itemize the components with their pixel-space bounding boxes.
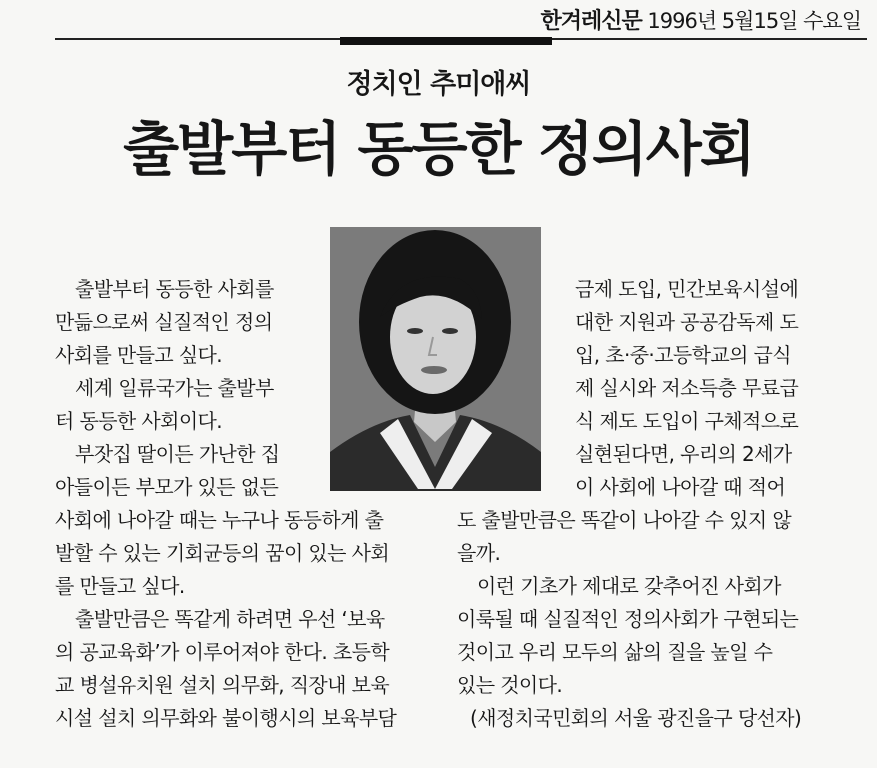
text-line: 이룩될 때 실질적인 정의사회가 구현되는 [457, 607, 799, 631]
text-line: 이런 기초가 제대로 갖추어진 사회가 [477, 574, 781, 598]
text-line: 도 출발만큼은 똑같이 나아갈 수 있지 않 [457, 508, 792, 532]
text-line: 식 제도 도입이 구체적으로 [575, 409, 799, 433]
text-line: 만듦으로써 실질적인 정의 [55, 310, 273, 334]
text-line: 을까. [457, 541, 501, 565]
headline: 출발부터 동등한 정의사회 [123, 115, 754, 183]
text-line: 발할 수 있는 기회균등의 꿈이 있는 사회 [55, 541, 390, 565]
text-line: 사회를 만들고 싶다. [55, 343, 223, 367]
kicker: 정치인 추미애씨 [346, 69, 531, 100]
text-line: 것이고 우리 모두의 삶의 질을 높일 수 [457, 640, 773, 664]
text-line: 를 만들고 싶다. [55, 574, 185, 598]
text-line: 세계 일류국가는 출발부 [75, 376, 274, 400]
text-line: 대한 지원과 공공감독제 도 [575, 310, 799, 334]
text-line: 사회에 나아갈 때는 누구나 동등하게 출 [55, 508, 384, 532]
text-line: 아들이든 부모가 있든 없든 [55, 475, 279, 499]
publication-date: 1996년 5월15일 수요일 [647, 9, 861, 33]
text-line: 시설 설치 의무화와 불이행시의 보육부담 [55, 706, 397, 730]
top-rule-accent [340, 37, 552, 45]
text-line: 제 실시와 저소득층 무료급 [575, 376, 799, 400]
text-line: 의 공교육화’가 이루어져야 한다. 초등학 [55, 640, 390, 664]
masthead [540, 4, 861, 35]
text-line: 터 동등한 사회이다. [55, 409, 223, 433]
newspaper-name: 한겨레신문 [540, 8, 642, 34]
text-line: 출발만큼은 똑같게 하려면 우선 ‘보육 [75, 607, 385, 631]
text-line: 있는 것이다. [457, 673, 563, 697]
text-line: (새정치국민회의 서울 광진을구 당선자) [470, 706, 802, 730]
text-line: 실현된다면, 우리의 2세가 [575, 442, 792, 466]
text-line: 금제 도입, 민간보육시설에 [575, 277, 799, 301]
portrait-photo [330, 227, 541, 491]
text-line: 부잣집 딸이든 가난한 집 [75, 442, 280, 466]
text-line: 입, 초·중·고등학교의 급식 [575, 343, 791, 367]
text-line: 이 사회에 나아갈 때 적어 [575, 475, 786, 499]
text-line: 출발부터 동등한 사회를 [75, 277, 274, 301]
text-line: 교 병설유치원 설치 의무화, 직장내 보육 [55, 673, 390, 697]
